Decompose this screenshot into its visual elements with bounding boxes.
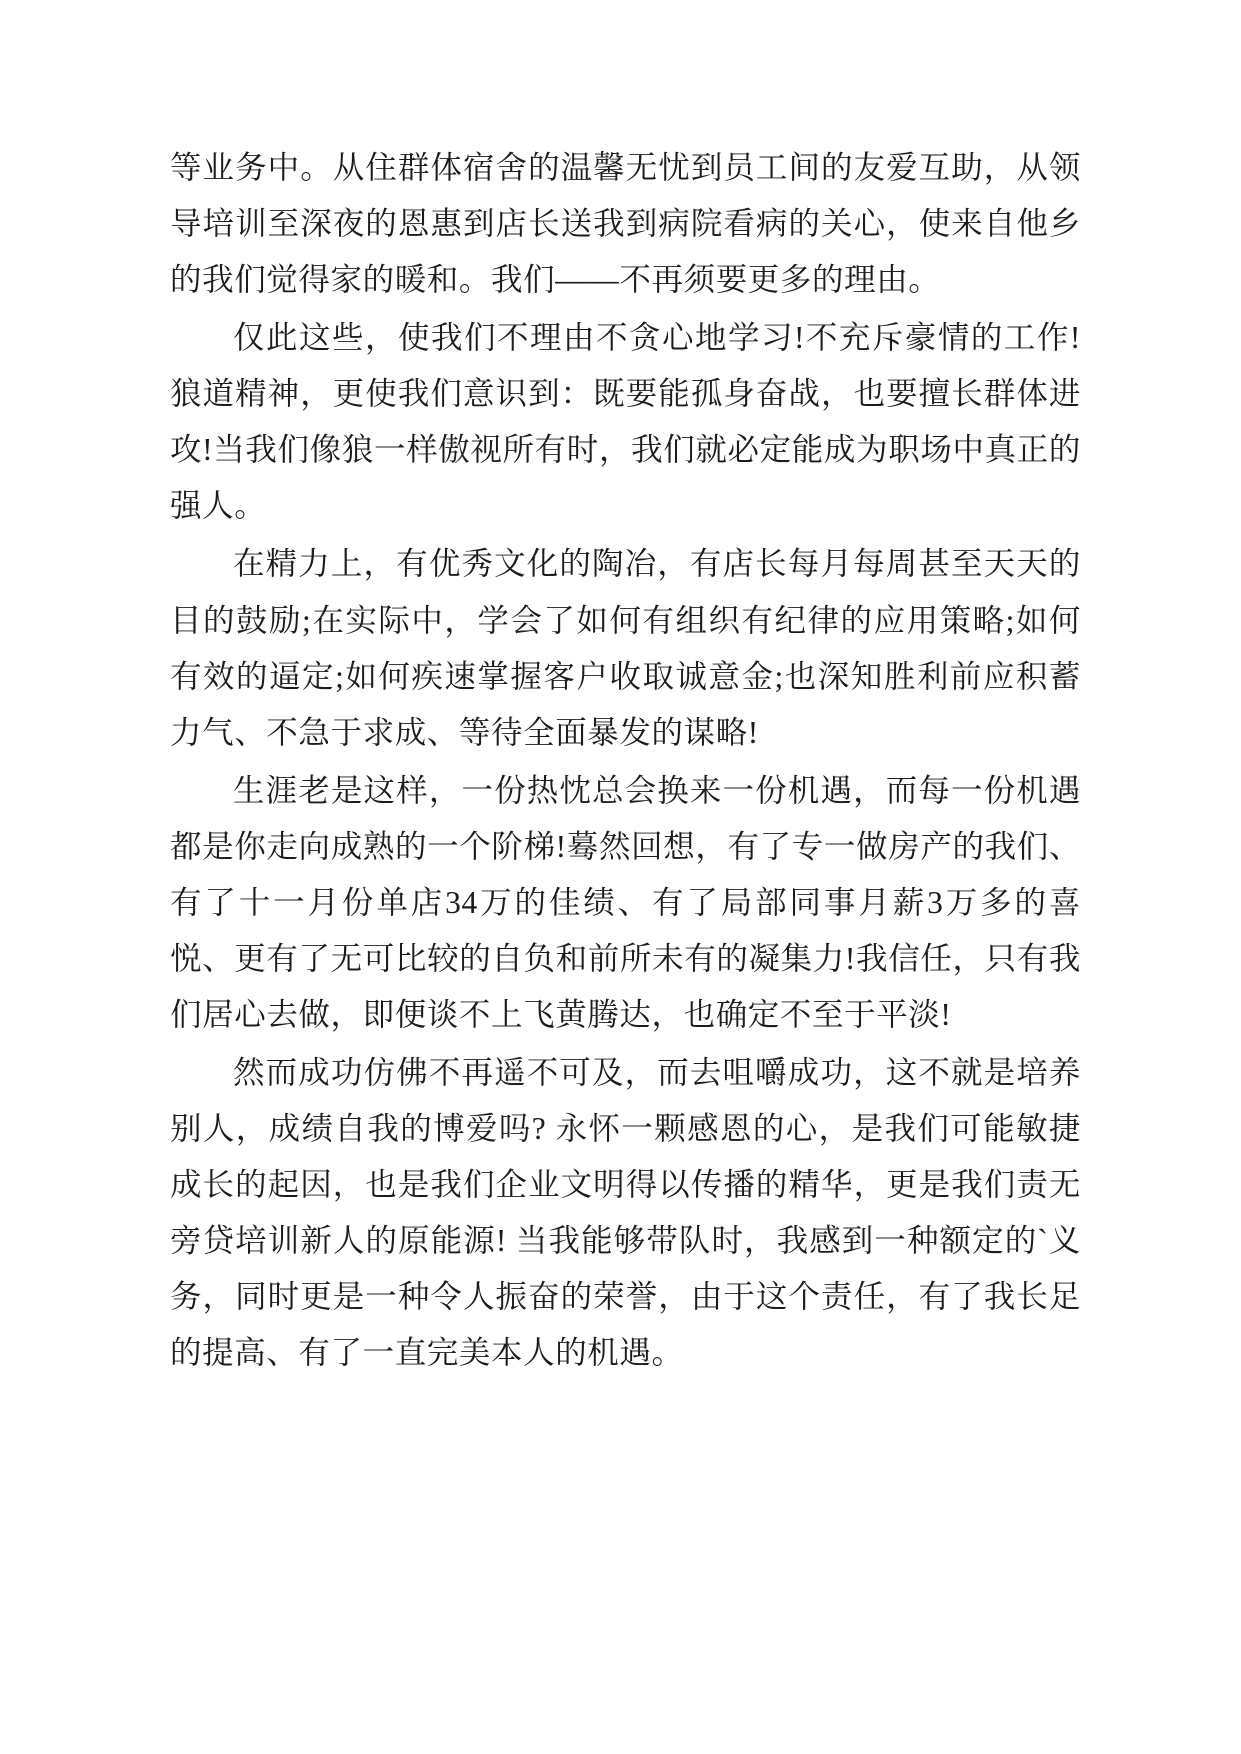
paragraph: 仅此这些，使我们不理由不贪心地学习!不充斥豪情的工作! 狼道精神，更使我们意识到：既要能孤身奋战，也要擅长群体进攻!当我们像狼一样傲视所有时，我们就必定能成为职场中真正的强人。 [170,320,1081,524]
paragraph: 在精力上，有优秀文化的陶冶，有店长每月每周甚至天天的目的鼓励;在实际中，学会了如何有组织有纪律的应用策略;如何有效的逼定;如何疾速掌握客户收取诚意金;也深知胜利前应积蓄力气、不急于求成、等待全面暴发的谋略! [170,546,1081,750]
document-text-body [170,140,1081,1381]
paragraph: 生涯老是这样，一份热忱总会换来一份机遇，而每一份机遇都是你走向成熟的一个阶梯!蓦然回想，有了专一做房产的我们、有了十一月份单店34万的佳绩、有了局部同事月薪3万多的喜悦、更有了无可比较的自负和前所未有的凝集力!我信任，只有我们居心去做，即便谈不上飞黄腾达，也确定不至于平淡! [170,772,1081,1032]
paragraph: 等业务中。从住群体宿舍的温馨无忧到员工间的友爱互助，从领导培训至深夜的恩惠到店长送我到病院看病的关心，使来自他乡的我们觉得家的暖和。我们——不再须要更多的理由。 [170,150,1081,298]
paragraph: 然而成功仿佛不再遥不可及，而去咀嚼成功，这不就是培养别人，成绩自我的博爱吗? 永怀一颗感恩的心，是我们可能敏捷成长的起因，也是我们企业文明得以传播的精华，更是我们责无旁贷培训新人的原能源! 当我能够带队时，我感到一种额定的`义务，同时更是一种令人振奋的荣誉，由于这个责任，有了我长足的提高、有了一直完美本人的机遇。 [170,1055,1081,1371]
